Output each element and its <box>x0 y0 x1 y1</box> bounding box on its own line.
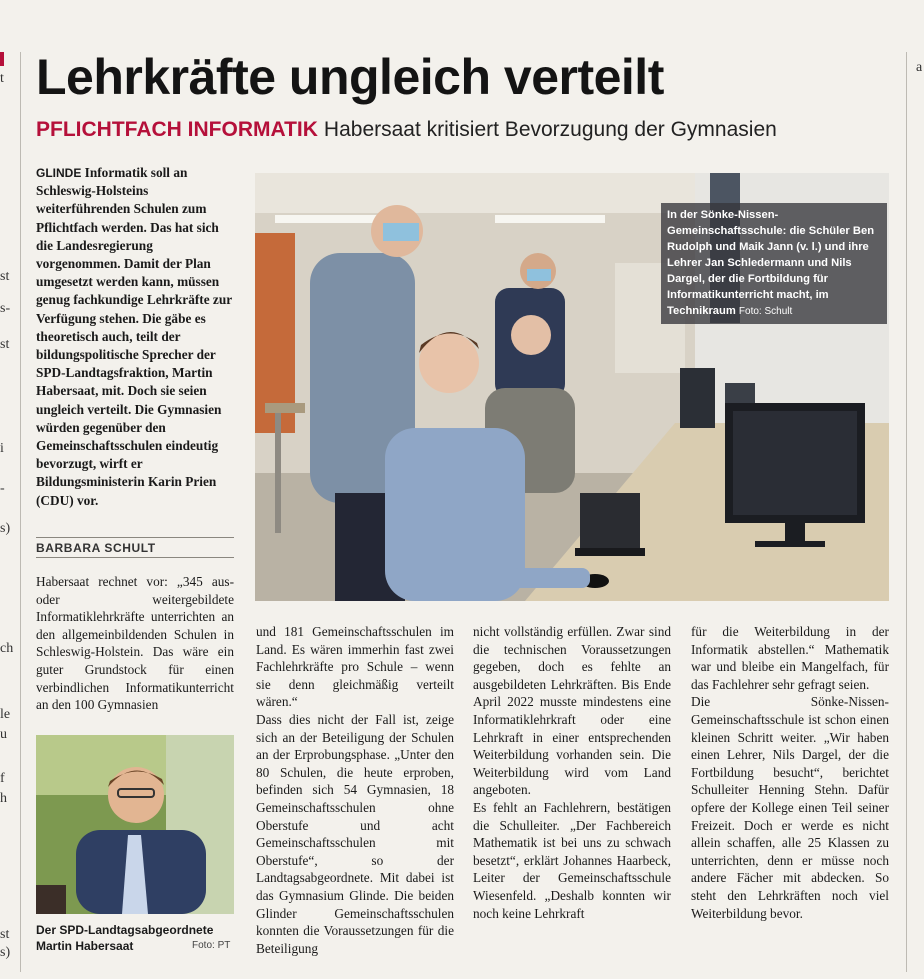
byline: BARBARA SCHULT <box>36 541 156 555</box>
photo-credit: Foto: Schult <box>738 306 793 317</box>
subheadline <box>36 118 777 142</box>
photo-caption-text: In der Sönke-Nissen-Gemeinschaftsschule: die Schüler Ben Rudolph und Maik Jann (v. l.) und ihre Lehrer Jan Schledermann und Nils Dargel, der die Fortbildung für Informatikunterricht macht, im Technikraum <box>667 209 875 317</box>
body-paragraph: Habersaat rechnet vor: „345 aus- oder weitergebildete Informatiklehrkräfte unterrichten an den allgemeinbildenden Schulen in Schleswig-Holstein. Das wäre ein guter Grundstock für einen verbindlichen Informatikunterricht an den 100 Gymnasien <box>36 574 234 713</box>
edge-fragment: st <box>0 337 10 352</box>
portrait-credit: Foto: PT <box>192 940 231 951</box>
edge-fragment: st <box>0 269 10 284</box>
body-paragraph: Dass dies nicht der Fall ist, zeige sich an der Beteiligung der Schulen an der Erprobungsphase. „Unter den 80 Schulen, die heute erproben, befinden sich 54 Gymnasien, 18 Gemeinschaftsschulen ohne Oberstufe und acht Gemeinschaftsschulen mit Oberstufe“, so der Landtagsabgeordnete. Mit dabei ist das Gymnasium Glinde. Die beiden Glinder Gemeinschaftsschulen konnten die Voraussetzungen für die Beteiligung <box>256 711 454 956</box>
edge-fragment: u <box>0 727 7 742</box>
body-paragraph: Die Sönke-Nissen-Gemeinschaftsschule ist schon einen kleinen Schritt weiter. „Wir haben einen Lehrer, Nils Dargel, der die Fortbildung besucht“, berichtet Schulleiter Henning Stehn. Dafür opfere der Kollege einen Teil seiner Freizeit. Doch er werde es nicht allein schaffen, alle 25 Klassen zu unterrichten, denn er müsse noch andere Fächer mit abdecken. So steht den Lehrkräften noch viel Weiterbildung bevor. <box>691 694 889 921</box>
dateline: GLINDE <box>36 166 82 180</box>
portrait-illustration <box>36 735 234 914</box>
body-paragraph: und 181 Gemeinschaftsschulen im Land. Es wären immerhin fast zwei Fachlehrkräfte pro Schule – wenn sie denn gleichmäßig verteilt wären.“ <box>256 624 454 710</box>
divider <box>36 537 234 538</box>
portrait-caption: Der SPD-Landtagsabgeordnete Martin Habersaat <box>36 923 214 953</box>
body-column-2 <box>256 623 454 957</box>
body-paragraph: Es fehlt an Fachlehrern, bestätigen die Schulleiter. „Der Fachbereich Mathematik ist bei uns zu schwach besetzt“, erklärt Johannes Haarbeck, Leiter der Gemeinschaftsschule Wiesenfeld. „Deshalb konnten wir noch keine Lehrkraft <box>473 799 671 921</box>
edge-fragment: s- <box>0 301 11 316</box>
edge-fragment: a <box>916 60 923 75</box>
edge-fragment: i <box>0 441 4 456</box>
column-rule-right <box>906 52 907 972</box>
edge-fragment: f <box>0 771 5 786</box>
photo-caption <box>661 203 887 324</box>
column-rule-left <box>20 52 21 972</box>
edge-fragment: le <box>0 707 11 722</box>
lead-paragraph <box>36 164 236 510</box>
kicker: PFLICHTFACH INFORMATIK <box>36 118 318 141</box>
edge-fragment: h <box>0 791 7 806</box>
adjacent-column-fragments <box>0 50 16 970</box>
edge-fragment: ch <box>0 641 14 656</box>
adjacent-column-fragments-right <box>914 50 924 970</box>
divider <box>36 557 234 558</box>
body-column-4 <box>691 623 889 922</box>
edge-fragment: t <box>0 71 4 86</box>
body-paragraph: nicht vollständig erfüllen. Zwar sind die technischen Voraussetzungen gegeben, doch es fehlte an ausgebildeten Lehrkräften. Bis Ende April 2022 musste mindestens eine Informatiklehrkraft oder eine Lehrkraft in einer entsprechenden Weiterbildung vorhanden sein. Die Weiterbildung wird vom Land angeboten. <box>473 624 671 798</box>
portrait-photo <box>36 735 234 914</box>
body-paragraph: für die Weiterbildung in der Informatik abstellen.“ Mathematik war und bleibe ein Mangelfach, für das Fachlehrer sehr gefragt seien. <box>691 624 889 692</box>
lead-text: Informatik soll an Schleswig-Holsteins weiterführenden Schulen zum Pflichtfach werden. Das hat sich die Landesregierung vorgenommen. Damit der Plan umgesetzt werden kann, müssen genug fachkundige Lehrkräfte zur Verfügung stehen. Die gäbe es theoretisch auch, teilt der bildungspolitische Sprecher der SPD-Landtagsfraktion, Martin Habersaat, mit. Doch sie seien ungleich verteilt. Die Gymnasien würden gegenüber den Gemeinschaftsschulen eindeutig bevorzugt, wirft er Bildungsministerin Karin Prien (CDU) vor. <box>36 165 232 508</box>
subhead-text: Habersaat kritisiert Bevorzugung der Gymnasien <box>323 118 777 141</box>
body-column-3 <box>473 623 671 922</box>
edge-fragment: st <box>0 927 10 942</box>
headline: Lehrkräfte ungleich verteilt <box>36 49 664 105</box>
edge-fragment: - <box>0 481 5 496</box>
body-column-1 <box>36 573 234 714</box>
edge-fragment: s) <box>0 945 11 960</box>
edge-fragment: s) <box>0 521 11 536</box>
